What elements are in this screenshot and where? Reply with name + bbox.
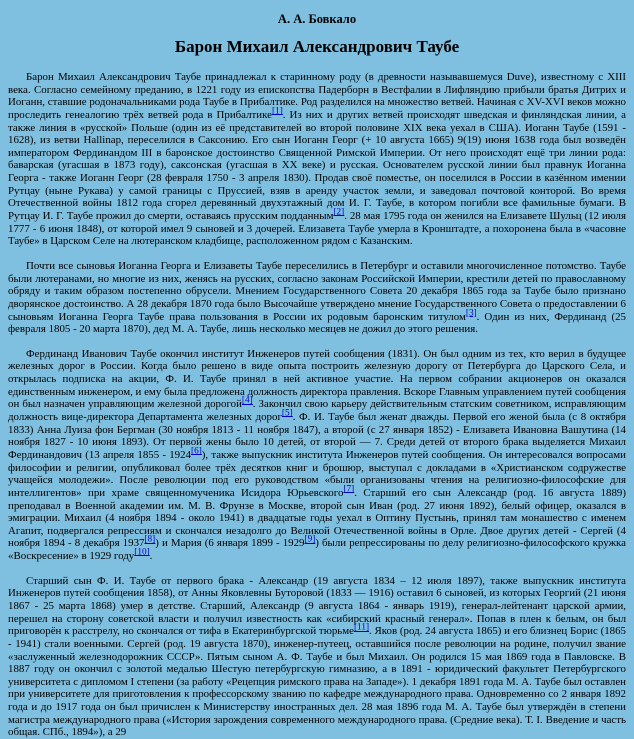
footnote-link[interactable]: [3] xyxy=(465,307,477,318)
footnote-link[interactable]: [1] xyxy=(272,106,283,117)
paragraph-text: . Из них и других ветвей происходят шведская и финляндская линии, а также линия в «русской» Польше (один из её представителей во второй половине XIX века уехал в США). Иоганн Таубе (1591 - 1628), из ветви Hallinap, переселился в Саксонию. Его сын Иоганн Георг (+ 10 августа 1665) 9(19) июня 1638 года был возведён императором Фердинандом III в баронское достоинство Священной Римской Империи. От него происходят ещё три линии рода: баварская (угасшая в 1873 году), саксонская (угасшая в XX веке) и русская. Основателем русской линии был правнук Иоганна Георга - также Иоганн Георг (28 февраля 1750 - 3 апреля 1830). Продав своё поместье, он поселился в России в казённом имении Рутцау (ныне Рукава) у самой границы с Пруссией, взяв в аренду участок земли, и заведовал почтовой конторой. Во время Отечественной войны 1812 года сгорел деревянный двухэтажный дом И. Г. Таубе, в котором погибли все фамильные бумаги. В Рутцау И. Г. Таубе прожил до смерти, оставаясь прусским подданным xyxy=(8,108,626,223)
paragraph-text: Барон Михаил Александрович Таубе принадлежал к старинному роду (в древности называвшемуся Duve), известному с XIII века. Согласно семейному преданию, в 1221 году из епископства Падерборн в Вестфалии в Лифляндию прибыли братья Дитрих и Иоганн, ставшие родоначальниками рода Таубе в Прибалтике. Род разделился на множество ветвей. Начиная с XV-XVI веков можно проследить генеалогию трёх ветвей рода в Прибалтике xyxy=(8,71,626,121)
footnote-link[interactable]: [8] xyxy=(144,534,156,545)
footnote-link[interactable]: [5] xyxy=(281,408,293,419)
footnote-link[interactable]: [7] xyxy=(343,484,355,495)
footnote-link[interactable]: [9] xyxy=(304,534,316,545)
paragraph-text: Фердинанд Иванович Таубе окончил институт Инженеров путей сообщения (1831). Он был одним из тех, кто верил в будущее железных дорог в России. Когда было решено в виде опыта построить железную дорогу от Петербурга до Царского Села, и открылась подписка на акции, Ф. И. Таубе принял в ней активное участие. На первом собрании акционеров он оказался единственным инженером, и ему была предложена должность директора правления. Вскоре Главным управлением путей сообщения он был назначен управляющим железной дорогой xyxy=(8,347,626,411)
article-body xyxy=(8,71,626,739)
paragraph-text: ) и Мария (6 января 1899 - 1929 xyxy=(155,537,305,550)
footnote-link[interactable]: [10] xyxy=(134,547,150,558)
paragraph-text: . Ф. И. Таубе был женат дважды. Первой его женой была (с 8 октября 1833) Анна Луиза фон Бергман (30 ноября 1813 - 11 ноября 1847), а второй (с 27 января 1852) - Елизавета Ивановна Вашутина (14 ноября 1827 - 10 июня 1893). От первой жены было 10 детей, от второй — 7. Среди детей от второго брака выделяется Михаил Фердинандович (13 апреля 1855 - 1924 xyxy=(8,411,626,461)
footnote-link[interactable]: [6] xyxy=(190,446,202,457)
footnote-link[interactable]: [11] xyxy=(353,622,370,633)
paragraph xyxy=(8,71,626,248)
paragraph-text: . 28 мая 1795 года он женился на Елизавете Шульц (12 июля 1777 - 6 июня 1848), от которой имел 9 сыновей и 3 дочерей. Елизавета Таубе умерла в Кронштадте, а похоронена была в «часовне Таубе» в Царском Селе на лютеранском кладбище, расположенном рядом с Казанским. xyxy=(8,210,626,248)
paragraph-text: . Яков (род. 24 августа 1865) и его близнец Борис (1865 - 1941) стали военными. Сергей (род. 19 августа 1870), инженер-путеец, оставшийся после революции на родине, получил звание «заслуженный железнодорожник СССР». Пятым сыном А. Ф. Таубе и был Михаил. Он родился 15 мая 1869 года в Павловске. В 1887 году он окончил с золотой медалью Шестую петербургскую гимназию, а в 1891 - юридический факультет Петербургского университета с дипломом I степени (за работу «Рецепция римского права на Западе»). 1 декабря 1891 года М. А. Таубе был оставлен при университете для приготовления к профессорскому званию по кафедре международного права. Одновременно со 2 января 1892 года и до 1917 года он был причислен к Министерству иностранных дел. 28 мая 1896 года М. А. Таубе был утверждён в степени магистра международного права («История зарождения современного международного права. (Средние века). Т. I. Введение и часть общая. СПб., 1894»), а 29 xyxy=(8,625,626,739)
paragraph-text: . Старший его сын Александр (род. 16 августа 1889) преподавал в Военной академии им. М. В. Фрунзе в Москве, второй сын Иван (род. 27 июня 1892), белый офицер, оказался в эмиграции. Михаил (4 ноября 1894 - около 1941) в двадцатые годы уехал в Оптину Пустынь, принял там монашество с именем Агапит, подвергался репрессиям и скончался незадолго до Великой Отечественной войны в Орле. Двое других детей - Сергей (4 ноября 1894 - 8 декабря 1937 xyxy=(8,486,626,550)
paragraph-text: ) были репрессированы по делу религиозно-философского кружка «Воскресение» в 1929 году xyxy=(8,537,626,563)
paragraph xyxy=(8,348,626,563)
footnote-link[interactable]: [2] xyxy=(333,207,345,218)
paragraph-text: Старший сын Ф. И. Таубе от первого брака - Александр (19 августа 1834 – 12 июля 1897), также выпускник института Инженеров путей сообщения 1858), от Анны Яковлевны Буторовой (1833 — 1916) оставил 6 сыновей, из которых Георгий (21 июня 1867 - 25 марта 1868) умер в детстве. Старший, Александр (9 августа 1864 - январь 1919), генерал-лейтенант царской армии, перешел на сторону советской власти и получил известность как «сибирский красный генерал». Попав в плен к белым, он был приговорён к расстрелу, но скончался от тифа в Екатеринбургской тюрьме xyxy=(8,574,626,638)
footnote-link[interactable]: [4] xyxy=(241,395,253,406)
paragraph-text: Почти все сыновья Иоганна Георга и Елизаветы Таубе переселились в Петербург и оставили многочисленное потомство. Таубе были лютеранами, но многие из них, женясь на русских, согласно законам Российской Империи, крестили детей по православному обряду и таким образом постепенно обрусели. Мнением Государственного Совета 20 декабря 1865 года за Таубе было признано дворянское достоинство. А 28 декабря 1870 года было Высочайше утверждено мнение Государственного Совета о предоставлении 6 сыновьям Иоганна Георга Таубе права пользования в России их родовым баронским титулом xyxy=(8,259,626,323)
paragraph-text: ), также выпускник института Инженеров путей сообщения. Он интересовался вопросами философии и религии, опубликовал более трёх десятков книг и брошюр, выступал с докладами в «Христианском содружестве учащейся молодежи». После революции под его руководством «были организованы чтения на религиозно-философские для интеллигентов» при храме священномученика Исидора Юрьевского xyxy=(8,448,626,499)
paragraph xyxy=(8,575,626,739)
article-title: Барон Михаил Александрович Таубе xyxy=(174,37,460,56)
author-name: А. А. Бовкало xyxy=(277,12,357,26)
paragraph-text: . Закончил свою карьеру действительным статским советником, исправляющим должность вице-директора Департамента железных дорог xyxy=(8,398,626,424)
paragraph xyxy=(8,260,626,336)
paragraph-text: . xyxy=(149,550,153,563)
paragraph-text: . Один из них, Фердинанд (25 февраля 1805 - 20 марта 1870), дед М. А. Таубе, лишь несколько месяцев не дожил до этого решения. xyxy=(8,310,626,336)
